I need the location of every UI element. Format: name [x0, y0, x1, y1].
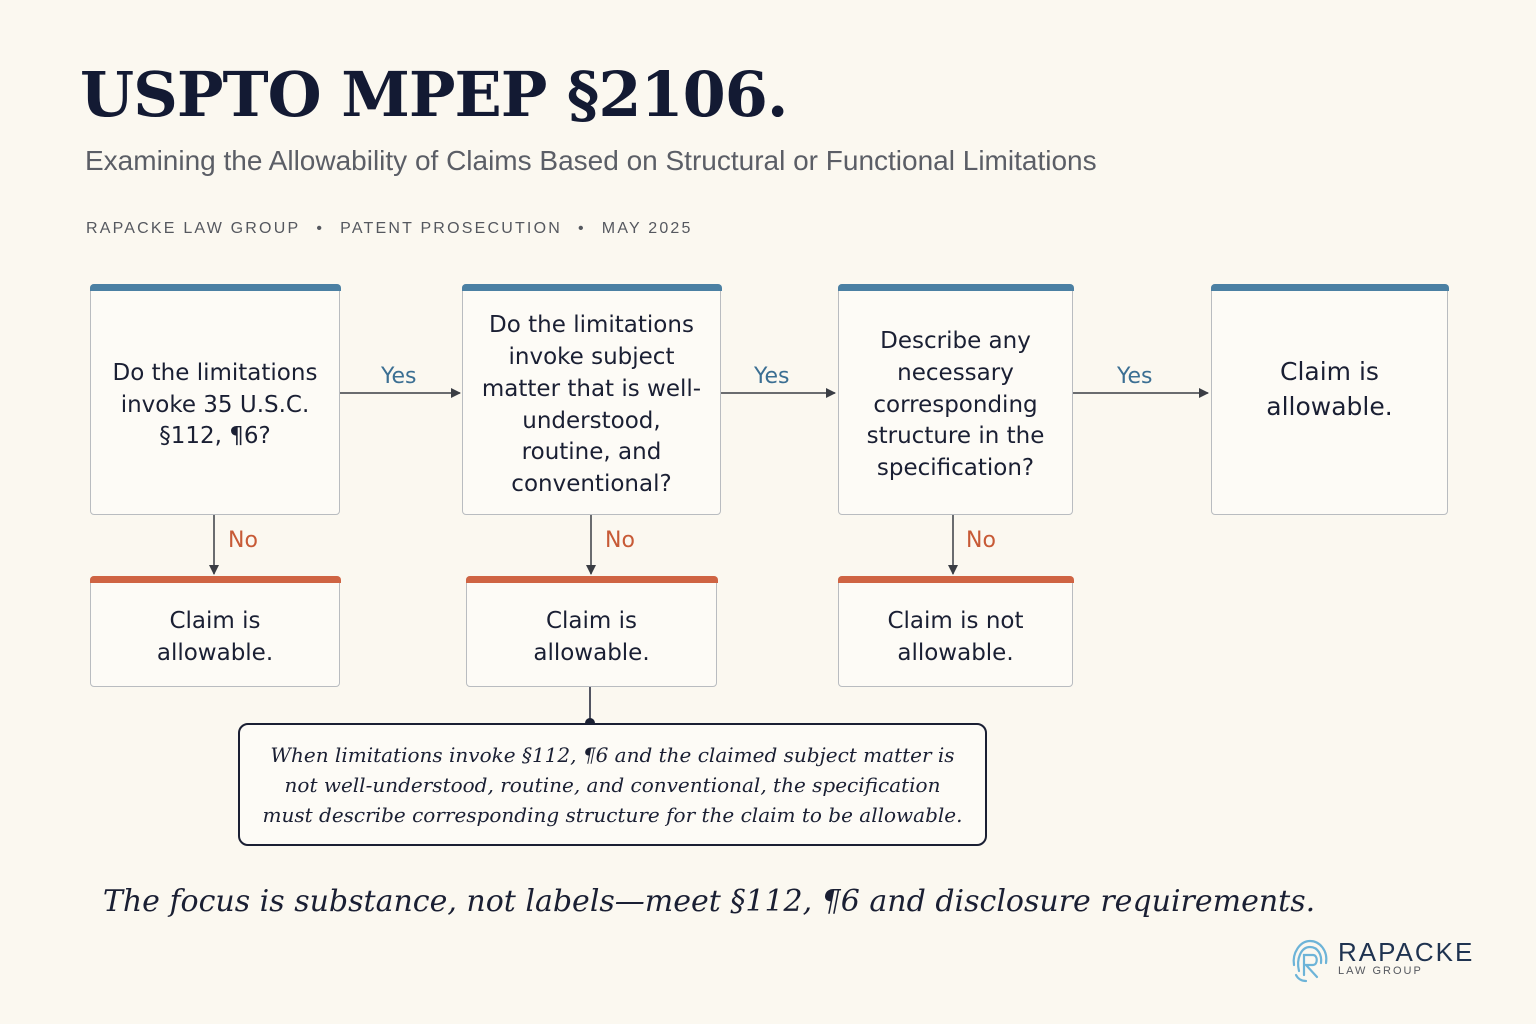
meta-date: MAY 2025: [601, 220, 693, 237]
no-label-1: No: [228, 528, 258, 553]
result-1-text: Claim is allowable.: [156, 607, 274, 666]
result-2-text: Claim is allowable.: [533, 607, 650, 666]
yes-label-2: Yes: [754, 364, 790, 389]
result-box-2: [466, 576, 717, 687]
meta-separator: •: [316, 220, 325, 237]
result-3-text: Claim is not allowable.: [887, 607, 1024, 666]
logo-name: RAPACKE: [1338, 937, 1475, 967]
note-text: When limitations invoke §112, ¶6 and the claimed subject matter is not well-understood, routine, and conventional, the specification must describe corresponding structure for the claim to be allowable.: [262, 742, 963, 827]
meta-practice: PATENT PROSECUTION: [340, 220, 562, 237]
no-label-2: No: [605, 528, 635, 553]
logo-subtitle: LAW GROUP: [1338, 965, 1423, 977]
yes-label-1: Yes: [381, 364, 417, 389]
fingerprint-logo-icon: [1288, 935, 1332, 983]
footer-tagline: The focus is substance, not labels—meet §112, ¶6 and disclosure requirements.: [102, 884, 1316, 919]
result-box-1: [90, 576, 340, 687]
question-2-text: Do the limitations invoke subject matter that is well-understood, routine, and conventional?: [481, 312, 702, 497]
meta-firm: RAPACKE LAW GROUP: [86, 220, 301, 237]
question-1-text: Do the limitations invoke 35 U.S.C. §112, ¶6?: [112, 359, 318, 450]
note-box: [238, 723, 987, 846]
final-text: Claim is allowable.: [1266, 357, 1393, 421]
page-title: USPTO MPEP §2106.: [80, 58, 788, 131]
final-box: [1211, 284, 1448, 515]
no-label-3: No: [966, 528, 996, 553]
question-3-text: Describe any necessary corresponding structure in the specification?: [866, 328, 1045, 482]
meta-separator: •: [577, 220, 586, 237]
question-box-2: [462, 284, 721, 515]
yes-label-3: Yes: [1117, 364, 1153, 389]
question-box-1: [90, 284, 340, 515]
page-subtitle: Examining the Allowability of Claims Based on Structural or Functional Limitations: [85, 145, 1097, 176]
logo: [1288, 935, 1488, 985]
question-box-3: [838, 284, 1073, 515]
result-box-3: [838, 576, 1073, 687]
